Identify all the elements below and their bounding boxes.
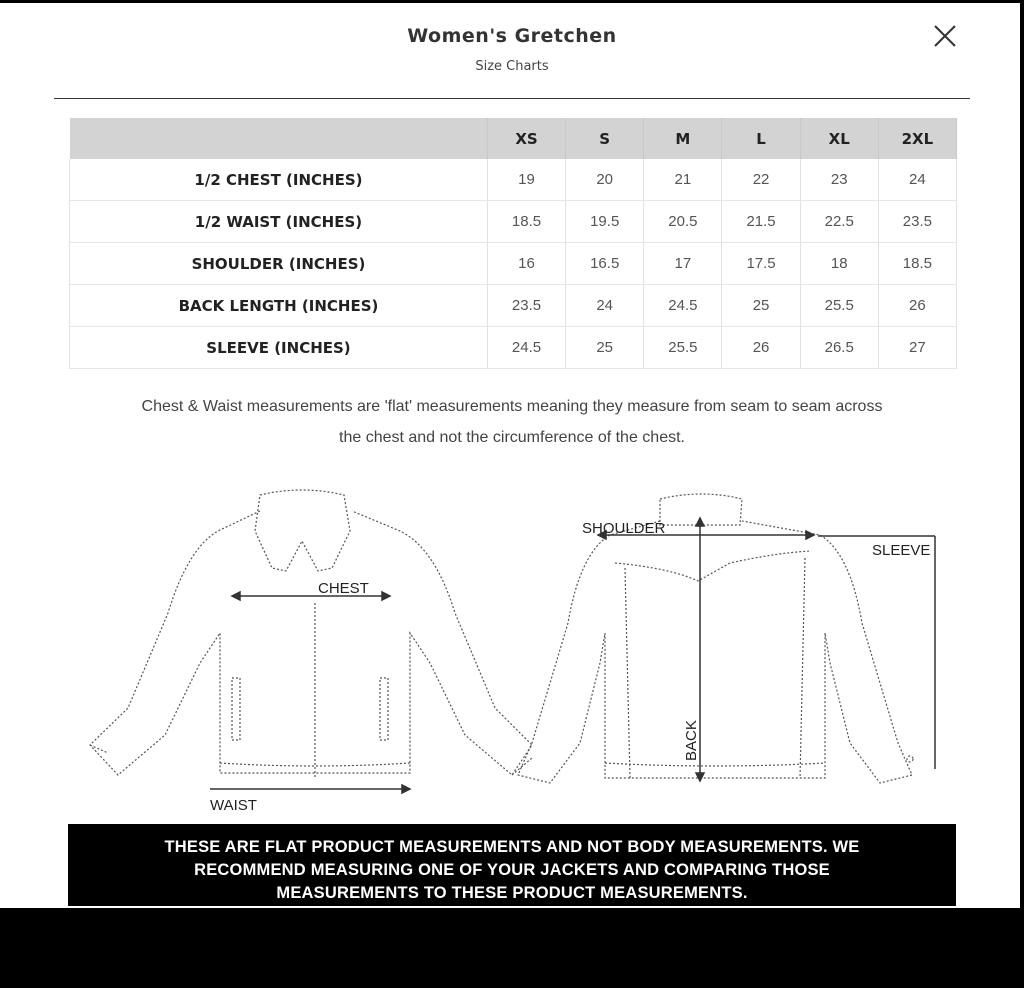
cell-value: 25 [722,285,800,327]
column-header: L [722,118,800,159]
cell-value: 25.5 [800,285,878,327]
column-header: M [644,118,722,159]
modal-title: Women's Gretchen [407,25,617,47]
modal-subtitle: Size Charts [475,59,549,74]
banner-line: RECOMMEND MEASURING ONE OF YOUR JACKETS AND COMPARING THOSE [194,861,830,879]
note-line: Chest & Waist measurements are 'flat' measurements meaning they measure from seam to seam across [141,398,883,415]
header-divider [54,98,970,99]
column-header: XL [800,118,878,159]
waist-label: WAIST [210,797,257,813]
shoulder-label: SHOULDER [582,520,666,537]
row-label: SHOULDER (INCHES) [70,243,488,285]
cell-value: 19 [487,159,565,201]
back-label: BACK [683,720,700,761]
column-header: 2XL [878,118,956,159]
cell-value: 25 [566,327,644,369]
right-edge-bar [1020,3,1024,908]
cell-value: 21 [644,159,722,201]
column-header: XS [487,118,565,159]
cell-value: 19.5 [566,201,644,243]
cell-value: 22.5 [800,201,878,243]
measurement-note [70,391,954,453]
close-button[interactable] [930,21,960,51]
cell-value: 25.5 [644,327,722,369]
banner-line: MEASUREMENTS TO THESE PRODUCT MEASUREMENTS. [276,884,748,902]
cell-value: 23 [800,159,878,201]
cell-value: 24.5 [487,327,565,369]
note-line: the chest and not the circumference of the chest. [339,429,685,446]
header-blank-cell [70,118,488,159]
row-label: 1/2 CHEST (INCHES) [70,159,488,201]
column-header: S [566,118,644,159]
cell-value: 18.5 [878,243,956,285]
table-row [70,243,957,285]
row-label: SLEEVE (INCHES) [70,327,488,369]
cell-value: 24 [878,159,956,201]
cell-value: 23.5 [878,201,956,243]
cell-value: 18.5 [487,201,565,243]
flat-measurement-banner [68,824,956,906]
table-row [70,201,957,243]
table-row [70,159,957,201]
cell-value: 27 [878,327,956,369]
cell-value: 20 [566,159,644,201]
table-row [70,327,957,369]
cell-value: 24 [566,285,644,327]
row-label: 1/2 WAIST (INCHES) [70,201,488,243]
cell-value: 18 [800,243,878,285]
cell-value: 26 [878,285,956,327]
cell-value: 20.5 [644,201,722,243]
table-header-row [70,118,957,159]
size-chart-modal [0,3,1024,908]
chest-label: CHEST [318,580,369,597]
size-chart-table [69,118,957,369]
cell-value: 17 [644,243,722,285]
jacket-measurement-diagram [70,473,950,813]
cell-value: 22 [722,159,800,201]
table-row [70,285,957,327]
cell-value: 24.5 [644,285,722,327]
back-jacket-illustration [518,494,913,783]
banner-line: THESE ARE FLAT PRODUCT MEASUREMENTS AND NOT BODY MEASUREMENTS. WE [164,838,860,856]
front-jacket-illustration [90,490,532,778]
cell-value: 23.5 [487,285,565,327]
cell-value: 17.5 [722,243,800,285]
cell-value: 16.5 [566,243,644,285]
cell-value: 26 [722,327,800,369]
cell-value: 21.5 [722,201,800,243]
cell-value: 16 [487,243,565,285]
sleeve-label: SLEEVE [872,542,931,559]
close-icon [930,21,960,51]
row-label: BACK LENGTH (INCHES) [70,285,488,327]
cell-value: 26.5 [800,327,878,369]
